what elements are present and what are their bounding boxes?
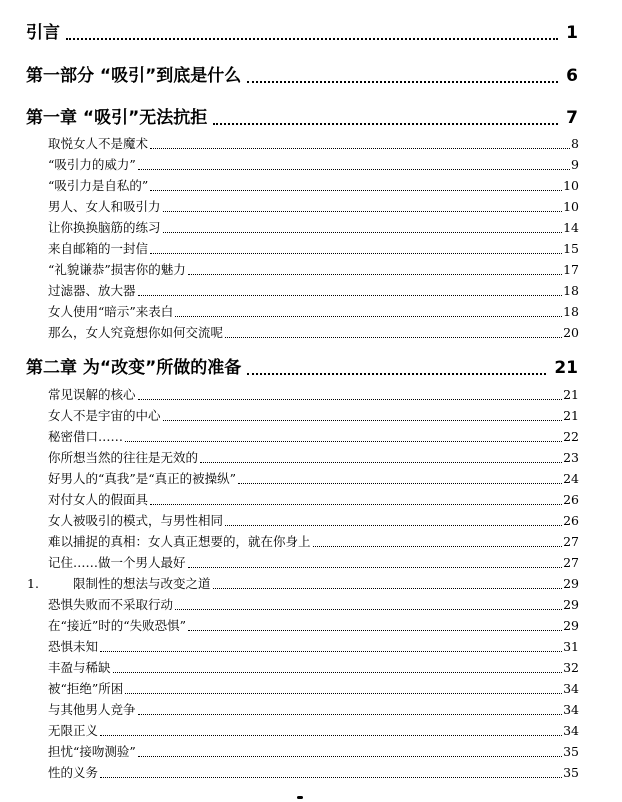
toc-entry-title: “吸引力的威力” xyxy=(48,157,136,172)
toc-entry[interactable] xyxy=(48,595,579,613)
toc-entry-title: 男人、女人和吸引力 xyxy=(48,199,161,214)
toc-entry-title: 在“接近”时的“失败恐惧” xyxy=(48,618,187,633)
toc-page-number: 14 xyxy=(563,220,579,235)
dot-leader xyxy=(138,714,563,715)
toc-page-number: 10 xyxy=(563,199,579,214)
toc-page-number: 31 xyxy=(563,639,579,654)
toc-page-number: 23 xyxy=(563,450,579,465)
toc-entry-title: 让你换换脑筋的练习 xyxy=(48,220,161,235)
toc-entry[interactable] xyxy=(48,260,579,278)
dot-leader xyxy=(225,525,562,526)
toc-entry[interactable] xyxy=(48,134,579,152)
toc-heading-title: 第一部分 “吸引”到底是什么 xyxy=(26,66,242,86)
dot-leader xyxy=(138,756,562,757)
dot-leader xyxy=(188,630,562,631)
dot-leader xyxy=(200,462,562,463)
toc-entry[interactable] xyxy=(48,218,579,236)
toc-entry-title: 女人使用“暗示”来表白 xyxy=(48,304,174,319)
toc-page-number: 26 xyxy=(563,492,579,507)
dot-leader xyxy=(175,609,562,610)
toc-entry-title: 性的义务 xyxy=(48,765,99,780)
dot-leader xyxy=(175,316,562,317)
toc-page-number: 6 xyxy=(566,66,578,86)
dot-leader xyxy=(163,211,563,212)
dot-leader xyxy=(150,504,562,505)
toc-entry-title: “礼貌谦恭”损害你的魅力 xyxy=(48,262,186,277)
toc-entry-title: 女人被吸引的模式，与男性相同 xyxy=(48,513,224,528)
dot-leader xyxy=(247,81,558,83)
toc-page-number: 32 xyxy=(563,660,579,675)
toc-entry-title: 常见误解的核心 xyxy=(48,387,136,402)
dot-leader xyxy=(150,148,570,149)
toc-page-number: 34 xyxy=(563,681,579,696)
toc-entry-title: 难以捕捉的真相：女人真正想要的，就在你身上 xyxy=(48,534,311,549)
toc-page-number: 27 xyxy=(563,555,579,570)
toc-entry[interactable] xyxy=(48,763,579,781)
toc-heading-part-one[interactable] xyxy=(26,61,578,86)
toc-entry-title: 与其他男人竞争 xyxy=(48,702,136,717)
toc-entry[interactable] xyxy=(48,323,579,341)
toc-entry[interactable] xyxy=(48,532,579,550)
toc-entry[interactable] xyxy=(48,469,579,487)
toc-entry[interactable] xyxy=(48,658,579,676)
dot-leader xyxy=(100,735,562,736)
dot-leader xyxy=(125,693,562,694)
toc-entry-title: 记住……做一个男人最好 xyxy=(48,555,186,570)
toc-entry-title: 恐惧失败而不采取行动 xyxy=(48,597,174,612)
dot-leader xyxy=(100,777,562,778)
dot-leader xyxy=(163,232,563,233)
dot-leader xyxy=(150,253,562,254)
toc-heading-intro[interactable] xyxy=(26,18,578,43)
toc-page-number: 27 xyxy=(563,534,579,549)
toc-page-number: 35 xyxy=(563,744,579,759)
dot-leader xyxy=(113,672,563,673)
toc-entry-title: 限制性的想法与改变之道 xyxy=(73,576,211,591)
toc-entry-title: 恐惧未知 xyxy=(48,639,99,654)
dot-leader xyxy=(163,420,563,421)
toc-heading-chapter-two[interactable] xyxy=(26,353,578,378)
toc-entry-title: 那么，女人究竟想你如何交流呢 xyxy=(48,325,224,340)
toc-entry[interactable] xyxy=(48,281,579,299)
toc-page-number: 26 xyxy=(563,513,579,528)
toc-entry[interactable] xyxy=(48,385,579,403)
dot-leader xyxy=(138,295,563,296)
toc-heading-title: 引言 xyxy=(26,23,60,43)
toc-entry[interactable] xyxy=(48,511,579,529)
toc-entry-title: 过滤器、放大器 xyxy=(48,283,136,298)
toc-entry[interactable] xyxy=(48,155,579,173)
toc-entry[interactable] xyxy=(48,197,579,215)
dot-leader xyxy=(238,483,562,484)
dot-leader xyxy=(247,373,546,375)
dot-leader xyxy=(313,546,563,547)
toc-heading-title: 第二章 为“改变”所做的准备 xyxy=(26,358,242,378)
toc-entry[interactable] xyxy=(48,700,579,718)
toc-page-number: 20 xyxy=(563,325,579,340)
page-footer-mark xyxy=(297,796,303,799)
toc-page-number: 18 xyxy=(563,304,579,319)
toc-entry[interactable] xyxy=(48,553,579,571)
toc-page-number: 15 xyxy=(563,241,579,256)
toc-page-number: 34 xyxy=(563,702,579,717)
dot-leader xyxy=(100,651,562,652)
toc-page-number: 17 xyxy=(563,262,579,277)
toc-entry[interactable] xyxy=(48,406,579,424)
toc-entry-title: 对付女人的假面具 xyxy=(48,492,149,507)
dot-leader xyxy=(188,567,563,568)
toc-page-number: 8 xyxy=(571,136,579,151)
dot-leader xyxy=(138,399,563,400)
toc-page-number: 1 xyxy=(566,23,578,43)
toc-page-number: 18 xyxy=(563,283,579,298)
toc-page-number: 10 xyxy=(563,178,579,193)
dot-leader xyxy=(66,38,558,40)
dot-leader xyxy=(188,274,562,275)
dot-leader xyxy=(125,441,562,442)
toc-page-number: 21 xyxy=(554,358,578,378)
toc-page-number: 29 xyxy=(563,618,579,633)
toc-entry[interactable] xyxy=(48,176,579,194)
toc-entry[interactable] xyxy=(48,302,579,320)
dot-leader xyxy=(225,337,562,338)
toc-heading-chapter-one[interactable] xyxy=(26,103,578,128)
toc-entry-title: 秘密借口…… xyxy=(48,429,124,444)
toc-entry[interactable] xyxy=(48,427,579,445)
toc-entry-title: “吸引力是自私的” xyxy=(48,178,149,193)
dot-leader xyxy=(150,190,562,191)
toc-entry[interactable] xyxy=(48,721,579,739)
toc-entry-title: 丰盈与稀缺 xyxy=(48,660,111,675)
toc-page-number: 22 xyxy=(563,429,579,444)
toc-heading-title: 第一章 “吸引”无法抗拒 xyxy=(26,108,208,128)
toc-entry-title: 来自邮箱的一封信 xyxy=(48,241,149,256)
toc-entry-title: 女人不是宇宙的中心 xyxy=(48,408,161,423)
toc-entry-title: 担忧“接吻测验” xyxy=(48,744,136,759)
toc-page-number: 7 xyxy=(566,108,578,128)
toc-entry[interactable] xyxy=(48,616,579,634)
toc-entry-number: 1. xyxy=(27,576,39,591)
dot-leader xyxy=(213,123,558,125)
toc-page-number: 29 xyxy=(563,576,579,591)
toc-page-number: 35 xyxy=(563,765,579,780)
toc-entry[interactable] xyxy=(48,637,579,655)
dot-leader xyxy=(138,169,570,170)
toc-entry-title: 好男人的“真我”是“真正的被操纵” xyxy=(48,471,237,486)
toc-page-number: 9 xyxy=(571,157,579,172)
toc-entry[interactable] xyxy=(48,448,579,466)
dot-leader xyxy=(213,588,563,589)
toc-entry[interactable] xyxy=(48,490,579,508)
toc-entry[interactable] xyxy=(48,239,579,257)
toc-page-number: 21 xyxy=(563,408,579,423)
toc-page-number: 34 xyxy=(563,723,579,738)
toc-page-number: 21 xyxy=(563,387,579,402)
toc-entry-numbered[interactable] xyxy=(27,574,579,592)
toc-entry-title: 无限正义 xyxy=(48,723,99,738)
toc-entry-title: 你所想当然的往往是无效的 xyxy=(48,450,199,465)
toc-entry-title: 取悦女人不是魔术 xyxy=(48,136,149,151)
toc-entry-title: 被“拒绝”所困 xyxy=(48,681,124,696)
toc-page-number: 24 xyxy=(563,471,579,486)
toc-entry[interactable] xyxy=(48,742,579,760)
toc-page-number: 29 xyxy=(563,597,579,612)
toc-entry[interactable] xyxy=(48,679,579,697)
